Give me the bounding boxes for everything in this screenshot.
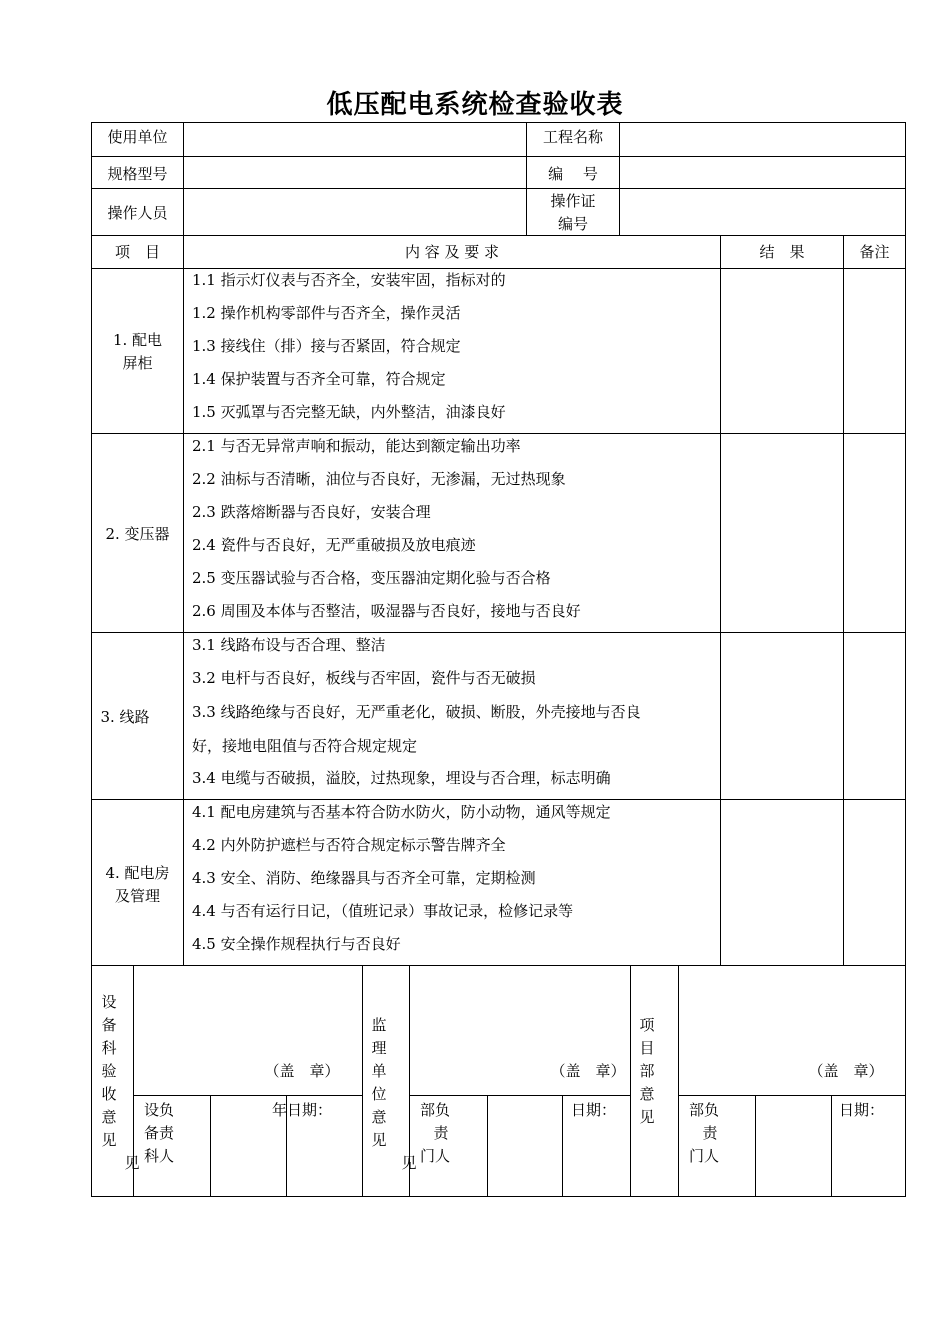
list-item: 好，接地电阻值与否符合规定规定: [192, 737, 418, 755]
equip-dept-char: 收: [101, 1085, 117, 1103]
list-item: 1.4 保护装置与否齐全可靠，符合规定: [192, 370, 446, 388]
equip-person-line1: 设负: [143, 1101, 174, 1119]
equip-person-line2: 备责: [143, 1124, 174, 1142]
list-item: 1.1 指示灯仪表与否齐全，安装牢固，指标对的: [192, 271, 506, 289]
list-item: 3.4 电缆与否破损，溢胶，过热现象，埋设与否合理，标志明确: [192, 769, 611, 787]
license-label-1: 操作证: [550, 192, 596, 210]
list-item: 4.3 安全、消防、绝缘器具与否齐全可靠，定期检测: [192, 869, 536, 887]
section-4-name-line2: 及管理: [114, 887, 160, 905]
project-dept-char: 部: [639, 1062, 655, 1080]
supervisor-char: 单: [371, 1062, 387, 1080]
operator-label: 操作人员: [107, 204, 168, 222]
list-item: 1.3 接线住（排）接与否紧固，符合规定: [192, 337, 461, 355]
equip-dept-char: 科: [101, 1039, 117, 1057]
list-item: 3.1 线路布设与否合理、整洁: [192, 636, 386, 654]
equip-jian: 见: [124, 1154, 140, 1172]
project-person-line1: 部负: [688, 1101, 719, 1119]
supervisor-person-line3: 门人: [419, 1147, 450, 1165]
equip-dept-char: 备: [101, 1016, 117, 1034]
column-header-content: 内 容 及 要 求: [404, 243, 500, 261]
list-item: 4.4 与否有运行日记，（值班记录）事故记录，检修记录等: [192, 902, 574, 920]
equip-dept-char: 验: [101, 1062, 117, 1080]
equip-person-line3: 科人: [143, 1147, 174, 1165]
supervisor-person-line2: 责: [433, 1124, 449, 1142]
list-item: 3.3 线路绝缘与否良好，无严重老化，破损、断股，外壳接地与否良: [192, 703, 641, 721]
supervisor-date-label: 日期：: [571, 1101, 617, 1119]
project-date-label: 日期：: [839, 1101, 885, 1119]
supervisor-seal: （盖 章）: [550, 1062, 626, 1080]
supervisor-char: 位: [371, 1085, 387, 1103]
section-1-name: 1. 配电: [112, 331, 163, 349]
list-item: 1.2 操作机构零部件与否齐全，操作灵活: [192, 304, 461, 322]
supervisor-person-line1: 部负: [419, 1101, 450, 1119]
supervisor-char: 见: [371, 1131, 387, 1149]
use-unit-label: 使用单位: [107, 128, 168, 146]
list-item: 2.6 周围及本体与否整洁，吸湿器与否良好，接地与否良好: [192, 602, 581, 620]
supervisor-char: 意: [371, 1108, 387, 1126]
equip-dept-char: 见: [101, 1131, 117, 1149]
project-dept-char: 项: [639, 1016, 655, 1034]
spec-model-label: 规格型号: [107, 165, 168, 183]
column-header-result: 结 果: [759, 243, 805, 261]
column-header-item: 项 目: [114, 243, 160, 261]
page-title: 低压配电系统检查验收表: [326, 90, 624, 120]
project-seal: （盖 章）: [808, 1062, 884, 1080]
column-header-remark: 备注: [859, 243, 890, 261]
supervisor-char: 理: [371, 1039, 387, 1057]
project-person-line2: 责: [702, 1124, 718, 1142]
project-name-label: 工程名称: [542, 128, 603, 146]
license-label-2: 编号: [557, 215, 588, 233]
list-item: 4.5 安全操作规程执行与否良好: [192, 935, 401, 953]
list-item: 4.2 内外防护遮栏与否符合规定标示警告牌齐全: [192, 836, 506, 854]
equip-seal: （盖 章）: [264, 1062, 340, 1080]
list-item: 2.5 变压器试验与否合格，变压器油定期化验与否合格: [192, 569, 551, 587]
supervisor-jian: 见: [401, 1154, 417, 1172]
equip-dept-char: 意: [101, 1108, 117, 1126]
list-item: 4.1 配电房建筑与否基本符合防水防火，防小动物，通风等规定: [192, 803, 611, 821]
list-item: 2.4 瓷件与否良好，无严重破损及放电痕迹: [192, 536, 476, 554]
project-dept-char: 见: [639, 1108, 655, 1126]
supervisor-char: 监: [371, 1016, 387, 1034]
list-item: 2.3 跌落熔断器与否良好，安装合理: [192, 503, 431, 521]
list-item: 1.5 灭弧罩与否完整无缺，内外整洁，油漆良好: [192, 403, 506, 421]
section-3-name: 3. 线路: [100, 708, 150, 726]
section-2-name: 2. 变压器: [105, 525, 170, 543]
project-person-line3: 门人: [688, 1147, 719, 1165]
equip-dept-char: 设: [101, 993, 117, 1011]
list-item: 3.2 电杆与否良好，板线与否牢固，瓷件与否无破损: [192, 669, 536, 687]
project-dept-char: 意: [639, 1085, 655, 1103]
section-1-name-line2: 屏柜: [122, 354, 153, 372]
number-label: 编 号: [548, 165, 598, 183]
list-item: 2.2 油标与否清晰，油位与否良好，无渗漏，无过热现象: [192, 470, 566, 488]
equip-date-label: 年日期：: [272, 1101, 333, 1119]
project-dept-char: 目: [639, 1039, 655, 1057]
section-4-name: 4. 配电房: [105, 864, 170, 882]
list-item: 2.1 与否无异常声响和振动，能达到额定输出功率: [192, 437, 521, 455]
